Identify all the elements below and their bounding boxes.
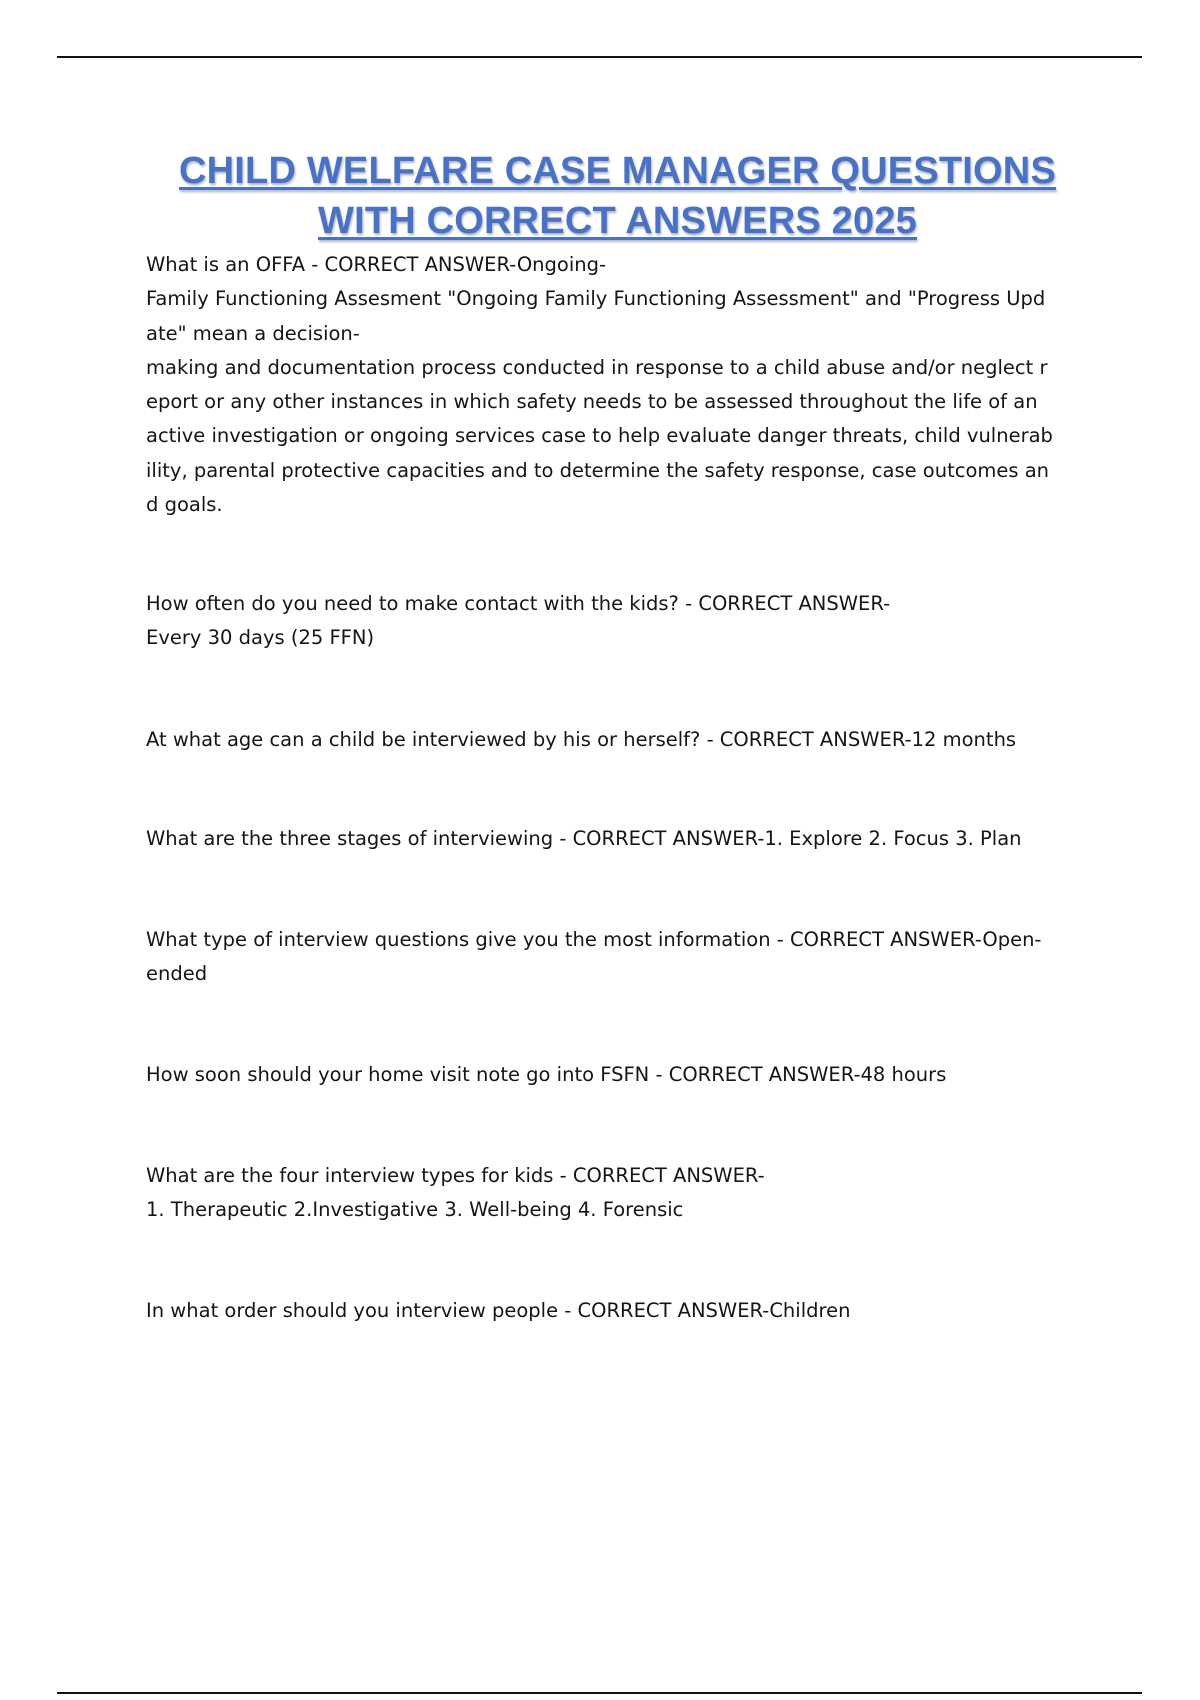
- qa-block-3: [146, 723, 1086, 757]
- document-title: [100, 146, 1135, 246]
- qa-block-2: [146, 587, 1086, 656]
- bottom-horizontal-rule: [57, 1692, 1142, 1694]
- top-horizontal-rule: [57, 56, 1142, 58]
- qa-block-7: [146, 1159, 1086, 1228]
- qa-block-6: [146, 1058, 1086, 1092]
- qa-line: In what order should you interview people - CORRECT ANSWER-Children: [146, 1299, 851, 1322]
- qa-line: How soon should your home visit note go into FSFN - CORRECT ANSWER-48 hours: [146, 1063, 947, 1086]
- qa-line: active investigation or ongoing services case to help evaluate danger threats, child vulnerab: [146, 424, 1053, 448]
- qa-block-1: [146, 248, 1086, 522]
- qa-line: eport or any other instances in which safety needs to be assessed throughout the life of an: [146, 390, 1038, 414]
- qa-line: ility, parental protective capacities and to determine the safety response, case outcomes an: [146, 458, 1050, 482]
- qa-block-4: [146, 822, 1086, 856]
- qa-line: Family Functioning Assesment "Ongoing Family Functioning Assessment" and "Progress Upd: [146, 287, 1046, 311]
- qa-line: What are the three stages of interviewing - CORRECT ANSWER-1. Explore 2. Focus 3. Plan: [146, 827, 1022, 850]
- qa-line: How often do you need to make contact with the kids? - CORRECT ANSWER-: [146, 592, 891, 615]
- qa-line: What type of interview questions give you the most information - CORRECT ANSWER-Open-: [146, 928, 1042, 951]
- qa-line: Every 30 days (25 FFN): [146, 626, 375, 650]
- title-line-2: WITH CORRECT ANSWERS 2025: [318, 200, 917, 242]
- qa-line: making and documentation process conducted in response to a child abuse and/or neglect r: [146, 355, 1048, 379]
- qa-line: ate" mean a decision-: [146, 321, 360, 345]
- qa-line: 1. Therapeutic 2.Investigative 3. Well-being 4. Forensic: [146, 1198, 684, 1222]
- qa-block-8: [146, 1294, 1086, 1328]
- title-line-1: CHILD WELFARE CASE MANAGER QUESTIONS: [178, 150, 1056, 192]
- qa-line: ended: [146, 962, 208, 986]
- qa-line: What are the four interview types for kids - CORRECT ANSWER-: [146, 1164, 765, 1187]
- qa-line: At what age can a child be interviewed by his or herself? - CORRECT ANSWER-12 months: [146, 728, 1017, 751]
- qa-block-5: [146, 923, 1086, 992]
- qa-line: What is an OFFA - CORRECT ANSWER-Ongoing-: [146, 253, 607, 276]
- qa-line: d goals.: [146, 493, 223, 517]
